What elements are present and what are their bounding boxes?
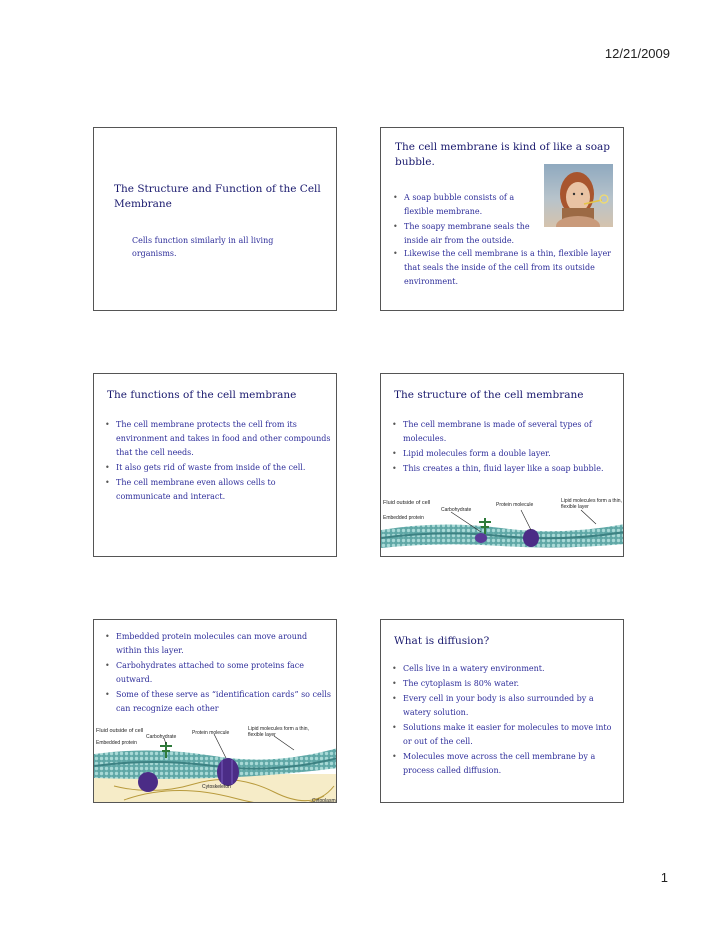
slide-title: The Structure and Function of the Cell Membrane: [114, 183, 321, 210]
bullet-item: • Some of these serve as “identification cards” so cells can recognize each other: [103, 688, 331, 716]
label-cytoplasm: Cytoplasm: [312, 798, 336, 804]
bullet-item: • Likewise the cell membrane is a thin, flexible layer that seals the inside of the cell from its outside environment.: [391, 247, 613, 289]
label-embedded-protein: Embedded protein: [383, 515, 424, 521]
bullet-item: • Embedded protein molecules can move around within this layer.: [103, 630, 331, 658]
slide-2: [380, 127, 624, 311]
bullet-item: • Molecules move across the cell membrane by a process called diffusion.: [390, 750, 618, 778]
label-embedded-protein: Embedded protein: [96, 740, 137, 746]
slide-6: [380, 619, 624, 803]
bullet-item: • The soapy membrane seals the inside air from the outside.: [391, 220, 543, 248]
cell-membrane-diagram: [381, 498, 624, 550]
girl-blowing-bubble-photo: [544, 164, 613, 227]
bullet-list: [391, 191, 543, 249]
bullet-item: • A soap bubble consists of a flexible membrane.: [391, 191, 543, 219]
slide-title: The functions of the cell membrane: [107, 389, 297, 401]
page-date: 12/21/2009: [604, 46, 670, 61]
bullet-item: • Lipid molecules form a double layer.: [390, 447, 618, 461]
page-number: 1: [660, 870, 668, 885]
bullet-item: • Every cell in your body is also surrounded by a watery solution.: [390, 692, 618, 720]
cell-membrane-detail-diagram: [94, 726, 337, 803]
slide-title: What is diffusion?: [394, 635, 490, 647]
slide-4: [380, 373, 624, 557]
bullet-item: • The cell membrane even allows cells to communicate and interact.: [103, 476, 331, 504]
label-carbohydrate: Carbohydrate: [146, 734, 177, 740]
label-fluid-outside: Fluid outside of cell: [383, 500, 431, 506]
label-carbohydrate: Carbohydrate: [441, 507, 472, 513]
label-fluid-outside: Fluid outside of cell: [96, 728, 144, 734]
bullet-item: • Cells live in a watery environment.: [390, 662, 618, 676]
bullet-item: • The cytoplasm is 80% water.: [390, 677, 618, 691]
bullet-item: • Solutions make it easier for molecules to move into or out of the cell.: [390, 721, 618, 749]
label-protein-molecule: Protein molecule: [496, 502, 534, 508]
bullet-item: • Carbohydrates attached to some proteins face outward.: [103, 659, 331, 687]
label-lipid-molecules: Lipid molecules form a thin, flexible layer: [248, 726, 309, 738]
slide-subtitle: Cells function similarly in all living organisms.: [132, 236, 274, 258]
slide-title: The cell membrane is kind of like a soap bubble.: [395, 141, 610, 168]
slide-1: [93, 127, 337, 311]
bullet-item: • The cell membrane is made of several types of molecules.: [390, 418, 618, 446]
label-lipid-molecules: Lipid molecules form a thin, flexible layer: [561, 498, 622, 510]
bullet-list: [391, 247, 613, 290]
bullet-item: • It also gets rid of waste from inside of the cell.: [103, 461, 331, 475]
slide-5: [93, 619, 337, 803]
bullet-item: • The cell membrane protects the cell from its environment and takes in food and other compounds that the cell needs.: [103, 418, 331, 460]
bullet-list: [390, 418, 618, 477]
label-cytoskeleton: Cytoskeleton: [202, 784, 231, 790]
slide-title: The structure of the cell membrane: [394, 389, 584, 401]
bullet-item: • This creates a thin, fluid layer like a soap bubble.: [390, 462, 618, 476]
label-protein-molecule: Protein molecule: [192, 730, 230, 736]
bullet-list: [390, 662, 618, 779]
slide-3: [93, 373, 337, 557]
bullet-list: [103, 630, 331, 717]
bullet-list: [103, 418, 331, 505]
